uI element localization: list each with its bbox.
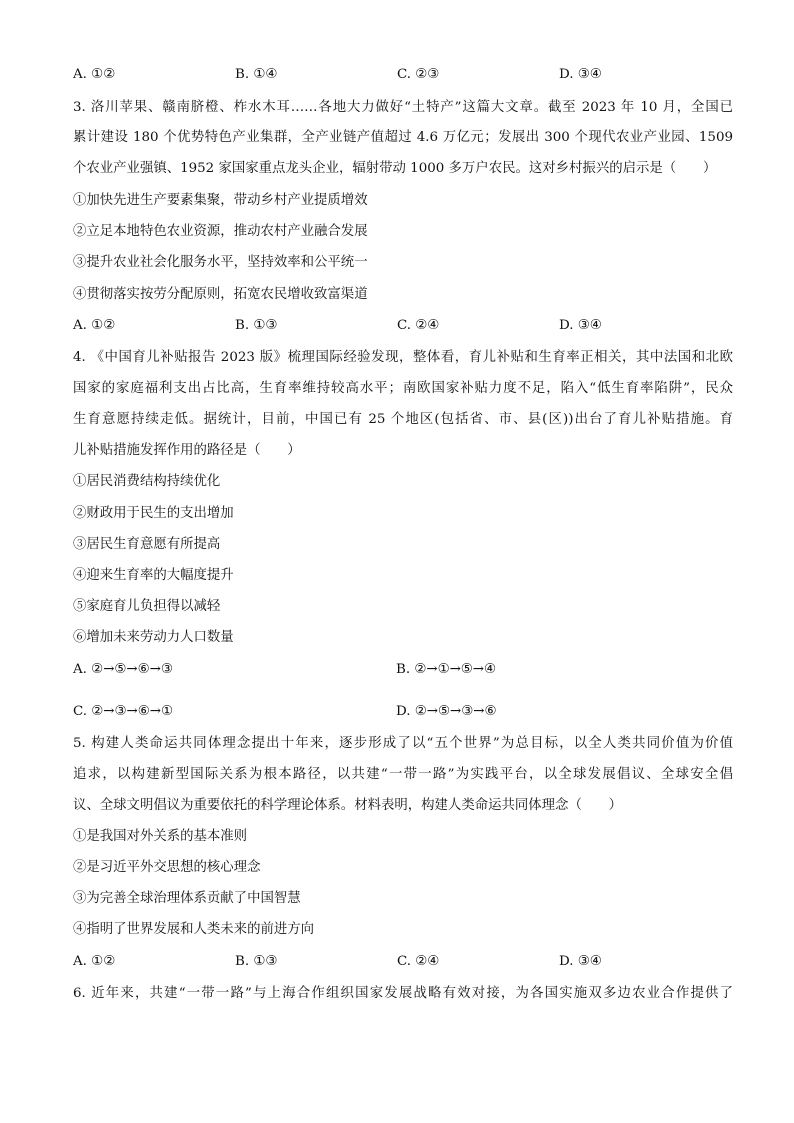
option-d: D. ③④ <box>559 954 602 969</box>
statement-item: ⑤家庭育儿负担得以减轻 <box>73 599 221 614</box>
question-stem-line: 国家的家庭福利支出占比高，生育率维持较高水平；南欧国家补贴力度不足，陷入“低生育率陷阱”，民众 <box>73 381 733 396</box>
option-b: B. ①③ <box>235 318 278 333</box>
option-a: A. ①② <box>73 318 116 333</box>
statement-item: ②财政用于民生的支出增加 <box>73 506 234 521</box>
question-stem-line: 4. 《中国育儿补贴报告 2023 版》梳理国际经验发现，整体看，育儿补贴和生育率正相关，其中法国和北欧 <box>73 350 733 365</box>
option-c: C. ②④ <box>397 318 440 333</box>
statement-item: ①是我国对外关系的基本准则 <box>73 829 248 844</box>
option-b: B. ①③ <box>235 954 278 969</box>
question-stem-line: 生育意愿持续走低。据统计，目前，中国已有 25 个地区(包括省、市、县(区))出台了育儿补贴措施。育 <box>73 412 733 427</box>
statement-item: ①居民消费结构持续优化 <box>73 474 221 489</box>
option-a: A. ①② <box>73 954 116 969</box>
answer-options <box>73 953 733 971</box>
question-stem-line: 6. 近年来，共建“一带一路”与上海合作组织国家发展战略有效对接，为各国实施双多边农业合作提供了 <box>73 986 733 1001</box>
option-b: B. ①④ <box>235 67 278 82</box>
statement-item: ④迎来生育率的大幅度提升 <box>73 568 234 583</box>
prev-question-options <box>73 66 733 84</box>
statement-item: ②是习近平外交思想的核心理念 <box>73 860 261 875</box>
statement-item: ③为完善全球治理体系贡献了中国智慧 <box>73 891 301 906</box>
statement-item: ④指明了世界发展和人类未来的前进方向 <box>73 922 315 937</box>
statement-item: ⑥增加未来劳动力人口数量 <box>73 630 234 645</box>
question-stem-line: 5. 构建人类命运共同体理念提出十年来，逐步形成了以“五个世界”为总目标，以全人类共同价值为价值 <box>73 736 733 751</box>
option-a: A. ①② <box>73 67 116 82</box>
option-b: B. ②→①→⑤→④ <box>396 662 497 677</box>
statement-item: ④贯彻落实按劳分配原则，拓宽农民增收致富渠道 <box>73 287 368 302</box>
answer-options <box>73 317 733 335</box>
statement-item: ③提升农业社会化服务水平，坚持效率和公平统一 <box>73 255 368 270</box>
answer-options <box>73 661 733 679</box>
option-c: C. ②③ <box>397 67 440 82</box>
option-c: C. ②→③→⑥→① <box>73 704 173 719</box>
question-stem-line: 个农业产业强镇、1952 家国家重点龙头企业，辐射带动 1000 多万户农民。这对乡村振兴的启示是（ ） <box>73 161 717 176</box>
option-c: C. ②④ <box>397 954 440 969</box>
statement-item: ①加快先进生产要素集聚，带动乡村产业提质增效 <box>73 193 368 208</box>
option-d: D. ③④ <box>559 318 602 333</box>
option-d: D. ③④ <box>559 67 602 82</box>
option-a: A. ②→⑤→⑥→③ <box>73 662 173 677</box>
question-stem-line: 追求，以构建新型国际关系为根本路径，以共建“一带一路”为实践平台，以全球发展倡议、全球安全倡 <box>73 767 733 782</box>
statement-item: ③居民生育意愿有所提高 <box>73 537 221 552</box>
question-stem-line: 累计建设 180 个优势特色产业集群，全产业链产值超过 4.6 万亿元；发展出 300 个现代农业产业园、1509 <box>73 130 733 145</box>
question-stem-line: 3. 洛川苹果、赣南脐橙、柞水木耳……各地大力做好“土特产”这篇大文章。截至 2023 年 10 月，全国已 <box>73 100 733 115</box>
option-d: D. ②→⑤→③→⑥ <box>396 704 497 719</box>
question-stem-line: 议、全球文明倡议为重要依托的科学理论体系。材料表明，构建人类命运共同体理念（ ） <box>73 798 623 813</box>
answer-options <box>73 703 733 721</box>
statement-item: ②立足本地特色农业资源，推动农村产业融合发展 <box>73 224 368 239</box>
question-stem-line: 儿补贴措施发挥作用的路径是（ ） <box>73 443 301 458</box>
